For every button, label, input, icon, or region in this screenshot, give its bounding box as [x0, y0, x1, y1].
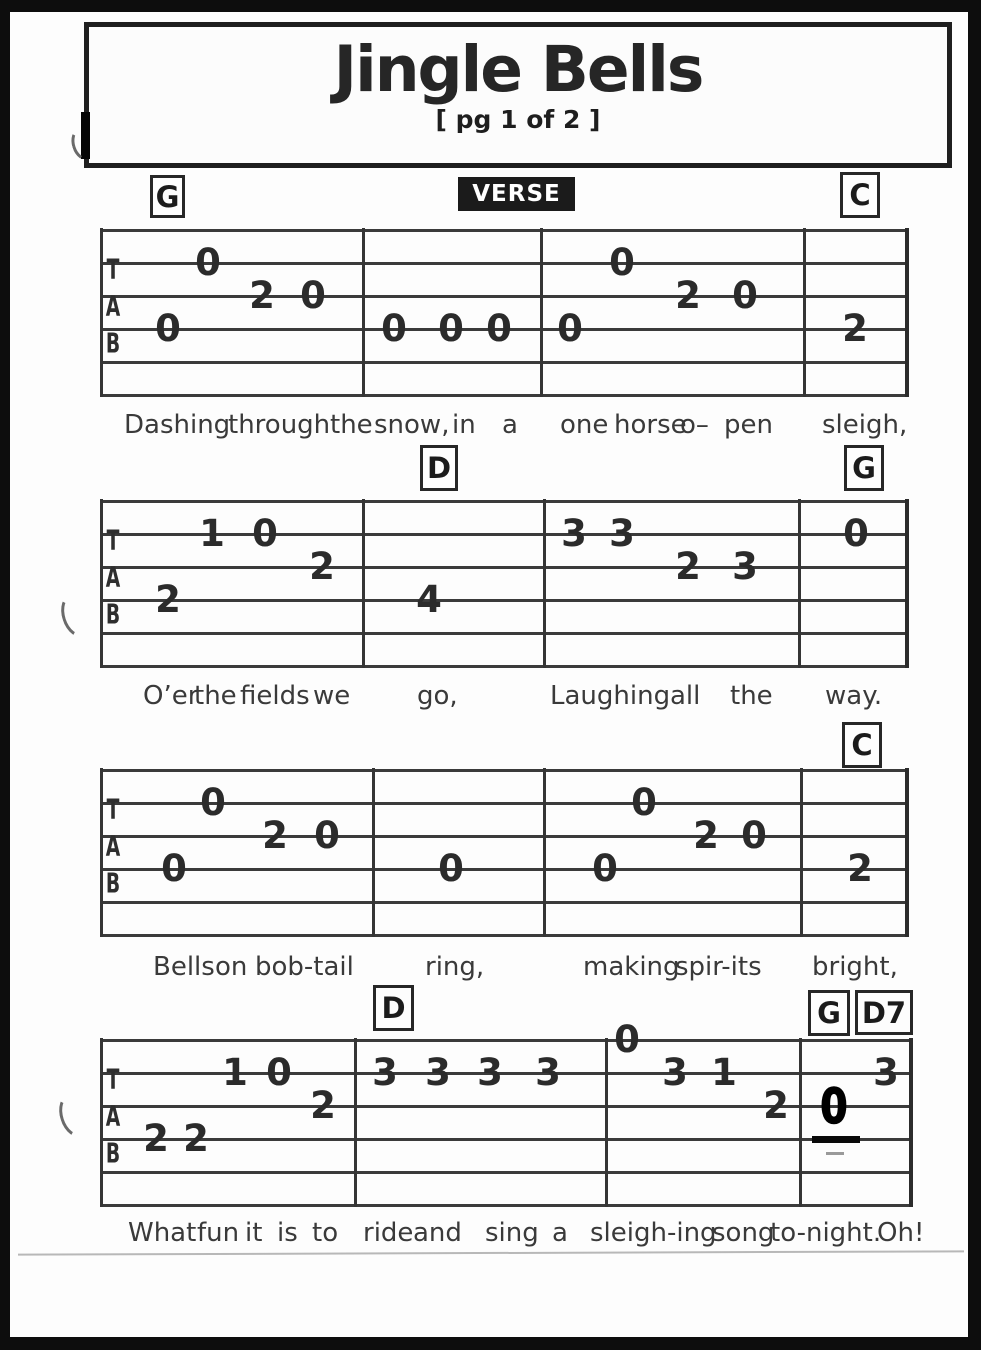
lyric-word: to-night.: [770, 1218, 882, 1248]
fret-number: 2: [143, 1116, 169, 1160]
staff-line: [100, 901, 908, 904]
barline: [543, 768, 546, 937]
chord-box-d7: D7: [855, 990, 913, 1035]
staff-line: [100, 361, 908, 364]
lyric-word: snow,: [374, 410, 450, 440]
barline: [362, 499, 365, 668]
lyric-word: O’er: [143, 681, 199, 711]
lyric-line: [10, 952, 968, 992]
lyric-word: a: [552, 1218, 568, 1248]
lyric-word: go,: [417, 681, 458, 711]
fret-number: 2: [262, 813, 288, 857]
fret-number: 0: [155, 306, 181, 350]
fret-number: 0: [438, 306, 464, 350]
staff-line: [100, 295, 908, 298]
lyric-word: fun: [197, 1218, 240, 1248]
barline: [100, 1038, 103, 1207]
lyric-word: the: [730, 681, 773, 711]
barline: [543, 499, 546, 668]
barline: [905, 228, 909, 397]
section-label-verse: VERSE: [458, 177, 575, 211]
fret-number: 3: [477, 1050, 503, 1094]
fret-number: 0: [741, 813, 767, 857]
fret-number: 3: [535, 1050, 561, 1094]
fret-number: 2: [310, 1083, 336, 1127]
fret-number: 2: [693, 813, 719, 857]
tab-clef-letter: T: [106, 1064, 120, 1096]
fret-number: 0: [300, 273, 326, 317]
fret-number: 0: [252, 511, 278, 555]
fret-number: 0: [486, 306, 512, 350]
tab-clef-letter: B: [105, 328, 121, 360]
fret-number: 3: [662, 1050, 688, 1094]
staff-line: [100, 1039, 912, 1042]
barline: [905, 499, 909, 668]
fret-number: 2: [183, 1116, 209, 1160]
fret-number: 2: [842, 306, 868, 350]
fret-number: 2: [309, 544, 335, 588]
lyric-word: one: [560, 410, 609, 440]
fret-number: 2: [249, 273, 275, 317]
staff-line: [100, 665, 908, 668]
staff-line: [100, 599, 908, 602]
staff-line: [100, 262, 908, 265]
lyric-word: pen: [724, 410, 773, 440]
barline: [909, 1038, 913, 1207]
handwritten-zero-annotation: 0: [820, 1079, 848, 1136]
lyric-word: in: [452, 410, 476, 440]
lyric-word: making: [583, 952, 680, 982]
lyric-word: we: [313, 681, 351, 711]
barline: [100, 768, 103, 937]
lyric-word: is: [277, 1218, 298, 1248]
fret-number: 4: [416, 577, 442, 621]
lyric-word: ride: [363, 1218, 414, 1248]
scan-smudge: [826, 1152, 844, 1155]
staff-line: [100, 1105, 912, 1108]
handwritten-underline: [812, 1136, 860, 1143]
chord-box-g: G: [808, 990, 850, 1036]
lyric-word: through: [228, 410, 331, 440]
lyric-word: sleigh-ing: [590, 1218, 717, 1248]
tab-clef-letter: T: [106, 794, 120, 826]
fret-number: 3: [609, 511, 635, 555]
fret-number: 2: [847, 846, 873, 890]
lyric-word: to: [312, 1218, 339, 1248]
page-indicator: [ pg 1 of 2 ]: [435, 105, 601, 135]
fret-number: 3: [561, 511, 587, 555]
lyric-word: Oh!: [877, 1218, 925, 1248]
fret-number: 2: [155, 577, 181, 621]
lyric-word: Laughing: [550, 681, 671, 711]
barline: [362, 228, 365, 397]
tab-clef-letter: B: [105, 868, 121, 900]
chord-box-c: C: [842, 722, 882, 768]
lyric-word: What: [128, 1218, 197, 1248]
fret-number: 0: [195, 240, 221, 284]
fret-number: 2: [675, 544, 701, 588]
fret-number: 0: [438, 846, 464, 890]
lyric-line: [10, 681, 968, 721]
fret-number: 2: [675, 273, 701, 317]
lyric-word: a: [502, 410, 518, 440]
fret-number: 0: [592, 846, 618, 890]
barline: [798, 499, 801, 668]
barline: [354, 1038, 357, 1207]
lyric-line: [10, 1218, 968, 1254]
scan-arc-artifact: [54, 1088, 99, 1142]
fret-number: 0: [843, 511, 869, 555]
barline: [905, 768, 909, 937]
tab-clef-letter: T: [106, 525, 120, 557]
fret-number: 0: [381, 306, 407, 350]
fret-number: 0: [314, 813, 340, 857]
lyric-word: Dashing: [124, 410, 231, 440]
lyric-word: on: [215, 952, 248, 982]
barline: [540, 228, 543, 397]
staff-line: [100, 566, 908, 569]
staff-line: [100, 1138, 912, 1141]
fret-number: 0: [557, 306, 583, 350]
barline: [100, 228, 103, 397]
staff-line: [100, 500, 908, 503]
page-background: [10, 12, 968, 1337]
lyric-word: sing: [485, 1218, 539, 1248]
fret-number: 3: [873, 1050, 899, 1094]
staff-line: [100, 394, 908, 397]
fret-number: 0: [614, 1017, 640, 1061]
fret-number: 0: [161, 846, 187, 890]
fret-number: 0: [609, 240, 635, 284]
staff-line: [100, 868, 908, 871]
lyric-word: horse: [614, 410, 687, 440]
tab-clef-letter: A: [105, 291, 121, 323]
fret-number: 0: [631, 780, 657, 824]
lyric-line: [10, 410, 968, 450]
lyric-word: the: [330, 410, 373, 440]
lyric-word: bright,: [812, 952, 898, 982]
staff-line: [100, 835, 908, 838]
scan-arc-artifact: [56, 588, 101, 642]
staff-line: [100, 934, 908, 937]
lyric-word: song: [712, 1218, 775, 1248]
lyric-word: the: [194, 681, 237, 711]
lyric-word: and: [413, 1218, 462, 1248]
song-title: Jingle Bells: [333, 33, 703, 106]
fret-number: 2: [763, 1083, 789, 1127]
fret-number: 1: [199, 511, 225, 555]
fret-number: 3: [372, 1050, 398, 1094]
lyric-word: o–: [680, 410, 709, 440]
lyric-word: fields: [240, 681, 310, 711]
fret-number: 0: [200, 780, 226, 824]
staff-line: [100, 229, 908, 232]
tab-clef-letter: T: [106, 254, 120, 286]
staff-line: [100, 1171, 912, 1174]
barline: [800, 768, 803, 937]
lyric-word: bob-tail: [255, 952, 354, 982]
chord-box-g: G: [844, 445, 884, 491]
chord-box-d: D: [373, 985, 414, 1031]
staff-line: [100, 1204, 912, 1207]
lyric-word: sleigh,: [822, 410, 908, 440]
lyric-word: all: [670, 681, 701, 711]
tab-clef-letter: B: [105, 1138, 121, 1170]
barline: [100, 499, 103, 668]
fret-number: 3: [425, 1050, 451, 1094]
fret-number: 1: [711, 1050, 737, 1094]
lyric-word: it: [245, 1218, 263, 1248]
tab-clef-letter: B: [105, 599, 121, 631]
lyric-word: way.: [825, 681, 883, 711]
lyric-word: ring,: [425, 952, 485, 982]
tab-clef-letter: A: [105, 562, 121, 594]
barline: [803, 228, 806, 397]
chord-box-g: G: [150, 175, 185, 218]
lyric-word: Bells: [153, 952, 215, 982]
barline: [799, 1038, 802, 1207]
barline: [372, 768, 375, 937]
staff-line: [100, 769, 908, 772]
tab-clef-letter: A: [105, 1101, 121, 1133]
staff-line: [100, 632, 908, 635]
tab-clef-letter: A: [105, 831, 121, 863]
fret-number: 0: [266, 1050, 292, 1094]
lyric-word: spir-its: [675, 952, 762, 982]
chord-box-d: D: [420, 445, 458, 491]
chord-box-c: C: [840, 172, 880, 218]
title-box: [84, 22, 952, 168]
fret-number: 1: [222, 1050, 248, 1094]
barline: [605, 1038, 608, 1207]
fret-number: 0: [732, 273, 758, 317]
fret-number: 3: [732, 544, 758, 588]
